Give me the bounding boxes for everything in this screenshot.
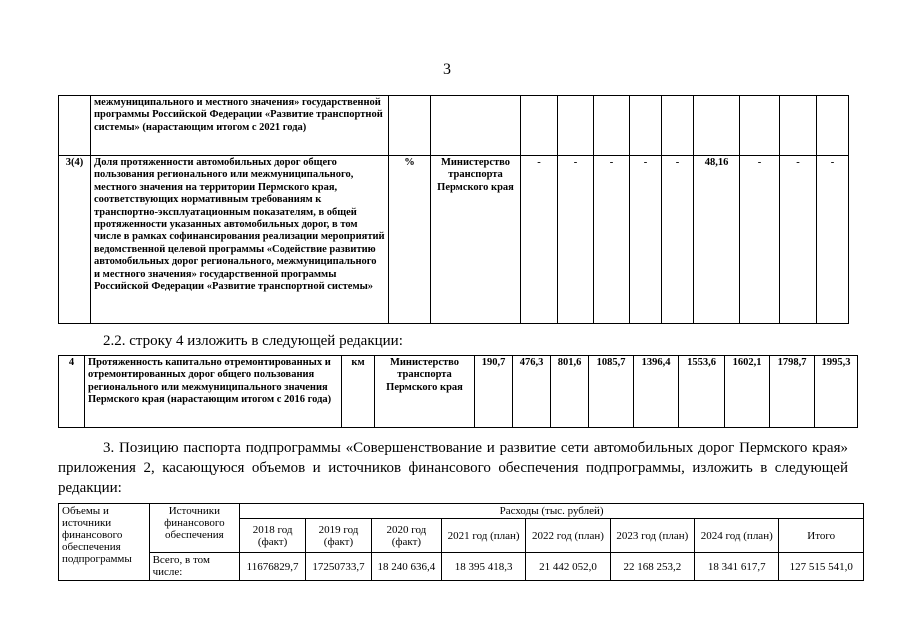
- value-cell: -: [662, 156, 694, 324]
- value-cell: 1396,4: [634, 356, 679, 428]
- year-header: 2021 год (план): [441, 519, 525, 553]
- value-cell: -: [817, 156, 849, 324]
- value-cell: 801,6: [551, 356, 589, 428]
- indicator-name: Протяженность капитально отремонтированных и отремонтированных дорог общего пользования регионального или межмуниципального значения Пермского края (нарастающим итогом с 2016 года): [85, 356, 342, 428]
- page-number: 3: [443, 61, 451, 78]
- value-cell: 476,3: [513, 356, 551, 428]
- expenses-header: Расходы (тыс. рублей): [240, 504, 864, 519]
- paragraph-3: 3. Позицию паспорта подпрограммы «Совершенствование и развитие сети автомобильных дорог Пермского края» приложения 2, касающуюся объемов и источников финансового обеспечения подпрограммы, изложить в следующей редакции:: [58, 440, 848, 496]
- value-cell: 11676829,7: [240, 553, 306, 581]
- value-cell: -: [780, 156, 817, 324]
- row-number: 3(4): [59, 156, 91, 324]
- continued-indicator-text: межмуниципального и местного значения» государственной программы Российской Федерации «Развитие транспортной системы» (нарастающим итогом с 2021 года): [91, 96, 389, 156]
- year-header: 2020 год (факт): [371, 519, 441, 553]
- row-label: Всего, в том числе:: [149, 553, 240, 581]
- value-cell: -: [521, 156, 558, 324]
- value-cell: -: [558, 156, 594, 324]
- responsible-cell: Министерство транспорта Пермского края: [431, 156, 521, 324]
- value-cell: 1798,7: [770, 356, 815, 428]
- value-cell: 22 168 253,2: [610, 553, 694, 581]
- table-row: [59, 156, 849, 324]
- unit-cell: км: [342, 356, 375, 428]
- year-header: 2018 год (факт): [240, 519, 306, 553]
- value-cell: 1995,3: [815, 356, 858, 428]
- value-cell: -: [740, 156, 780, 324]
- value-cell: -: [630, 156, 662, 324]
- unit-cell: %: [389, 156, 431, 324]
- total-header: Итого: [779, 519, 864, 553]
- table-row: [59, 356, 858, 428]
- financing-label: Объемы и источники финансового обеспечения подпрограммы: [59, 504, 150, 581]
- indicator-table-row-4: [58, 355, 858, 428]
- year-header: 2022 год (план): [526, 519, 610, 553]
- sources-header: Источники финансового обеспечения: [149, 504, 240, 553]
- indicator-name: Доля протяженности автомобильных дорог общего пользования регионального или межмуниципального, местного значения на территории Пермского края, соответствующих нормативным требованиям к транспортно-эксплуатационным показателям, в общей протяженности указанных автомобильных дорог, в том числе в рамках софинансирования реализации мероприятий ведомственной целевой программы «Содействие развитию автомобильных дорог регионального, межмуниципального и местного значения» государственной программы Российской Федерации «Развитие транспортной системы»: [91, 156, 389, 324]
- value-cell: 1085,7: [589, 356, 634, 428]
- value-cell: 18 341 617,7: [695, 553, 779, 581]
- value-cell: 18 395 418,3: [441, 553, 525, 581]
- value-cell: 1602,1: [725, 356, 770, 428]
- value-cell: 18 240 636,4: [371, 553, 441, 581]
- value-cell: 1553,6: [679, 356, 725, 428]
- value-cell: -: [594, 156, 630, 324]
- year-header: 2019 год (факт): [306, 519, 372, 553]
- value-cell: 48,16: [694, 156, 740, 324]
- year-header: 2023 год (план): [610, 519, 694, 553]
- value-cell: 17250733,7: [306, 553, 372, 581]
- table-row: [59, 553, 864, 581]
- value-cell: 190,7: [475, 356, 513, 428]
- indicator-table-continuation: [58, 95, 849, 324]
- total-value-cell: 127 515 541,0: [779, 553, 864, 581]
- year-header: 2024 год (план): [695, 519, 779, 553]
- responsible-cell: Министерство транспорта Пермского края: [375, 356, 475, 428]
- paragraph-2-2: 2.2. строку 4 изложить в следующей редакции:: [103, 333, 403, 349]
- row-number: 4: [59, 356, 85, 428]
- financing-table: [58, 503, 864, 581]
- value-cell: 21 442 052,0: [526, 553, 610, 581]
